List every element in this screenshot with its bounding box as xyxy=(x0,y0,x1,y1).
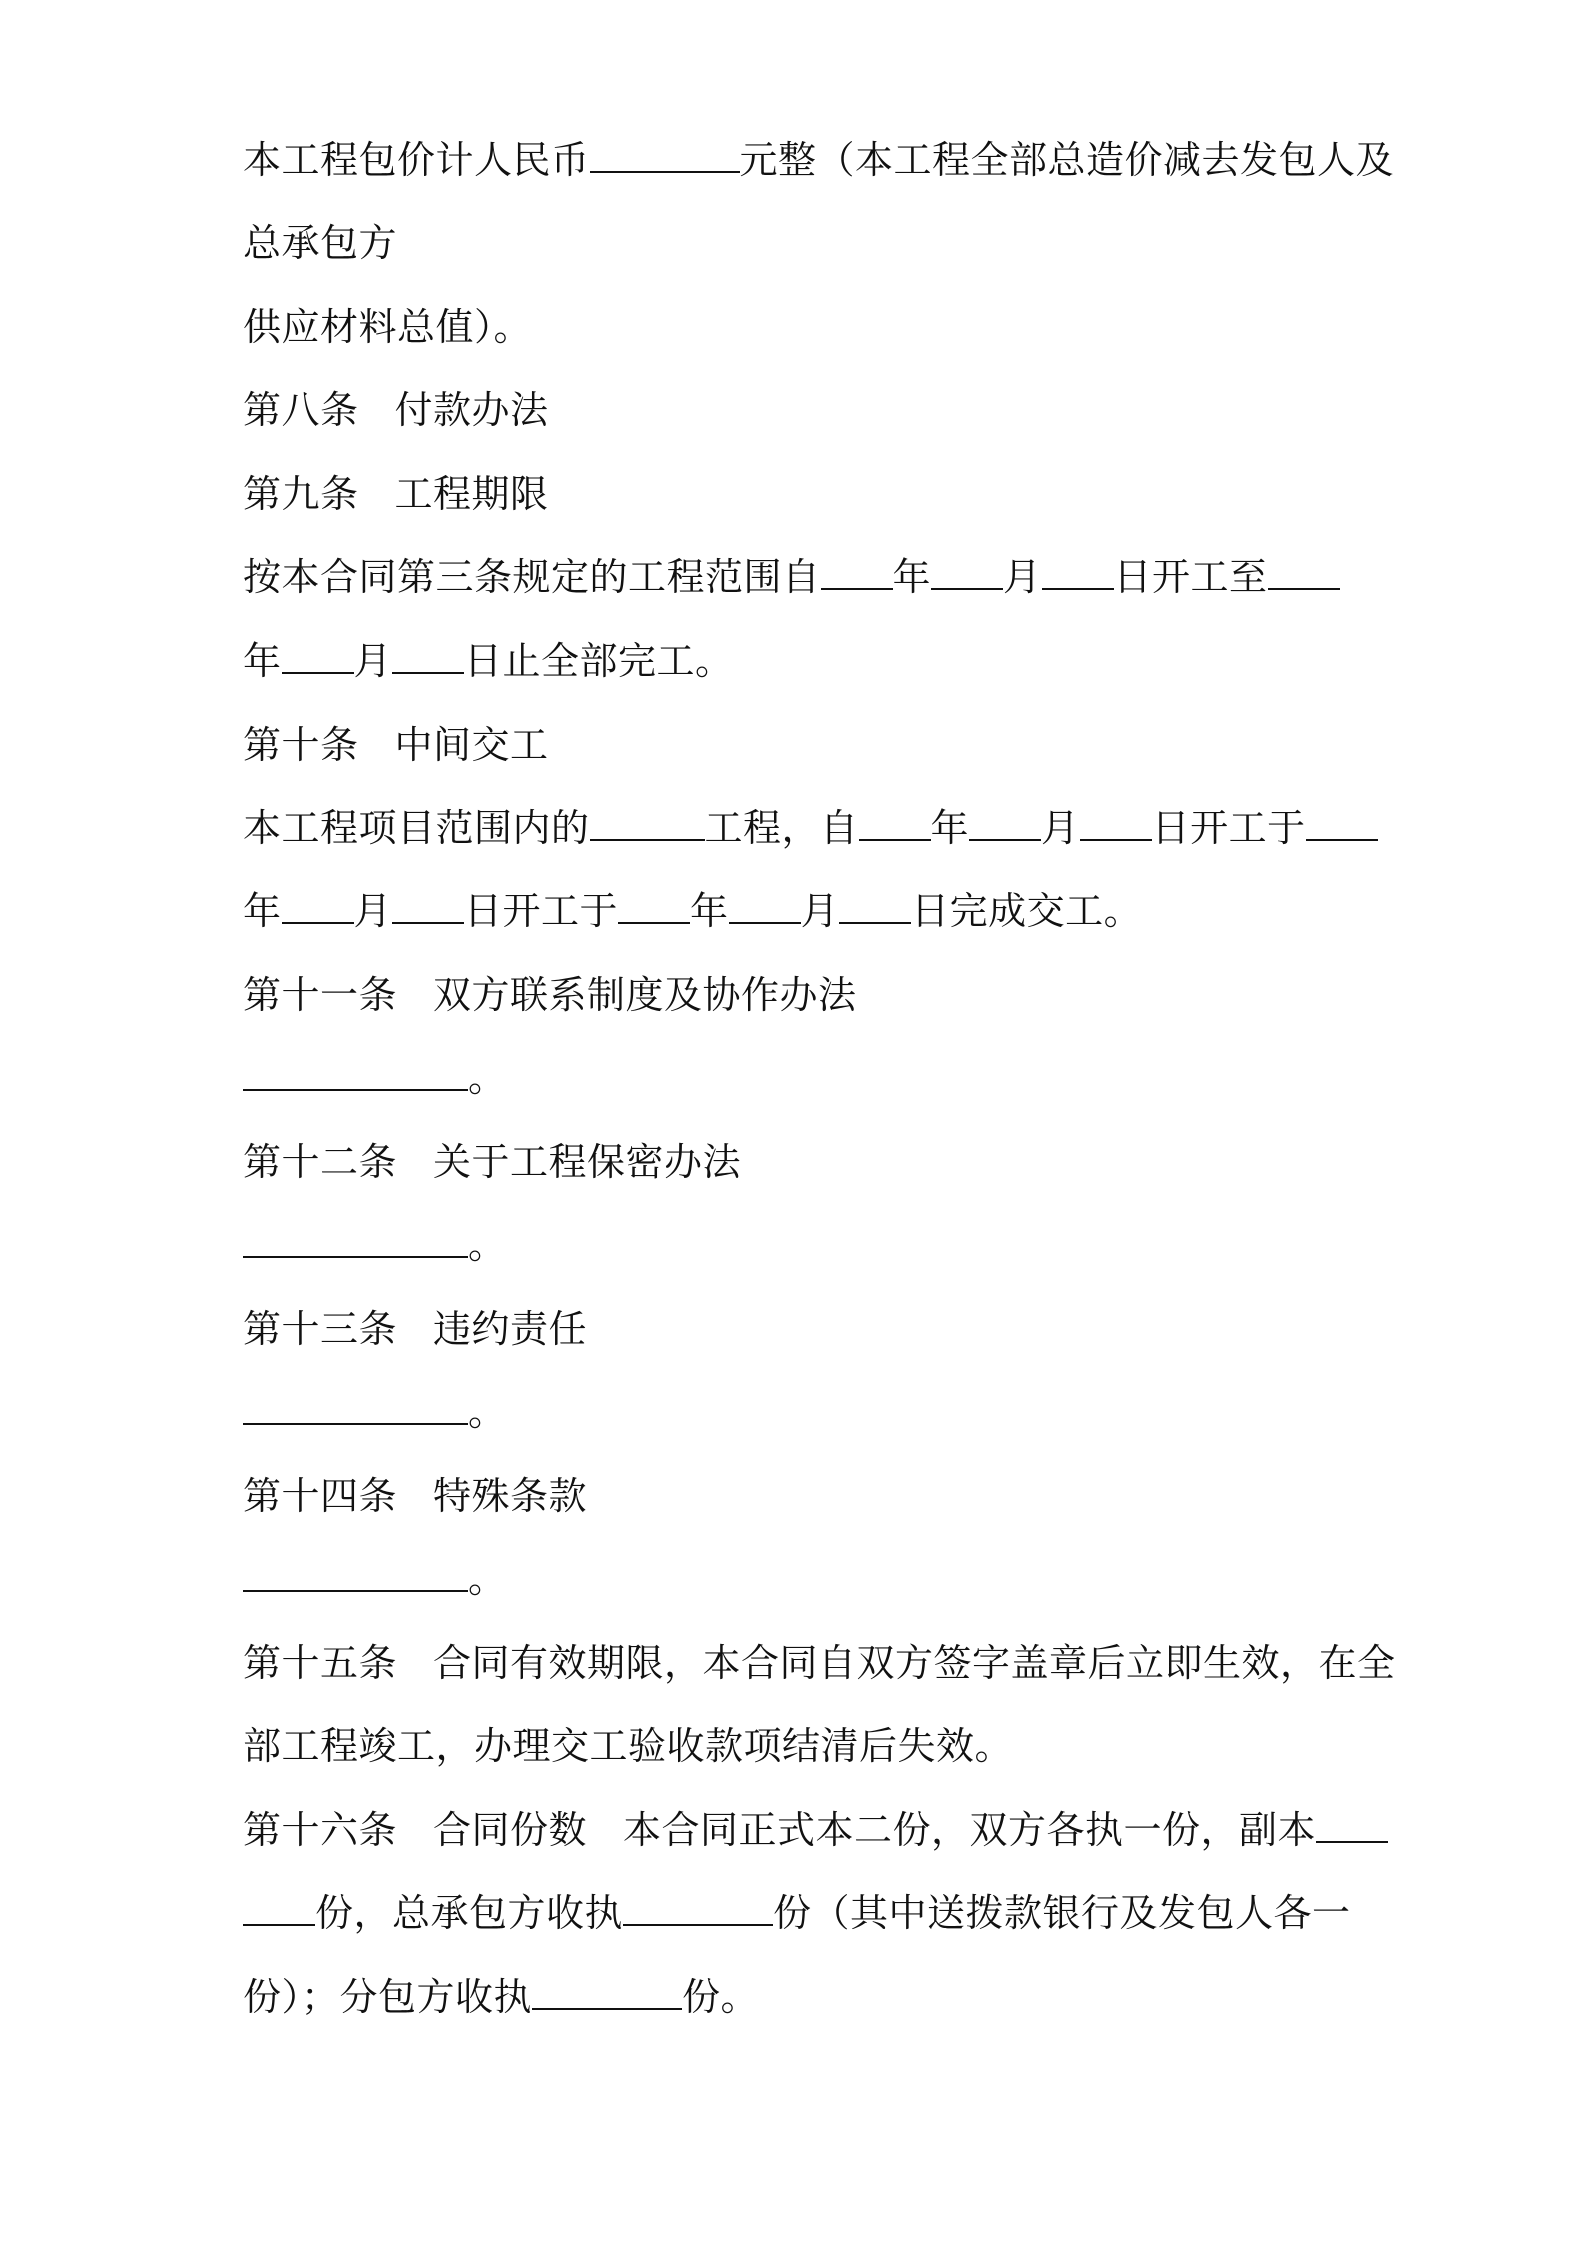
line-text: 违约责任 xyxy=(433,1307,588,1351)
line-text: 年 xyxy=(243,639,282,683)
fill-in-blank xyxy=(243,1554,468,1592)
line-text: 年 xyxy=(892,555,932,599)
document-line xyxy=(243,1304,587,1354)
fill-in-blank xyxy=(590,803,705,841)
document-line xyxy=(243,385,549,435)
line-text: 日完成交工。 xyxy=(911,889,1143,933)
line-text: 本工程项目范围内的 xyxy=(243,806,590,850)
line-text: 月 xyxy=(800,889,840,933)
line-text: 年 xyxy=(930,806,970,850)
document-line xyxy=(243,552,1340,602)
document-line xyxy=(243,302,532,352)
line-text: 第十四条 xyxy=(243,1474,398,1518)
line-text: 份（其中送拨款银行及发包人各一 xyxy=(773,1891,1351,1935)
line-text: 。 xyxy=(468,1223,507,1267)
line-text: 日开工于 xyxy=(464,889,619,933)
fill-in-blank xyxy=(392,886,464,924)
fill-in-blank xyxy=(1306,803,1378,841)
fill-in-blank xyxy=(243,1053,468,1091)
document-line xyxy=(243,1805,1388,1855)
line-text: 中间交工 xyxy=(394,723,549,767)
line-text: 付款办法 xyxy=(394,388,549,432)
line-text: 第十三条 xyxy=(243,1307,398,1351)
line-text: 元整（本工程全部总造价减去发包人及 xyxy=(739,138,1395,182)
line-text: 份，总承包方收执 xyxy=(315,1891,624,1935)
line-text: 部工程竣工，办理交工验收款项结清后失效。 xyxy=(243,1724,1014,1768)
line-text: 月 xyxy=(353,889,393,933)
line-text: 合同份数 xyxy=(433,1808,588,1852)
fill-in-blank xyxy=(243,1220,468,1258)
line-text: 月 xyxy=(1003,555,1042,599)
line-text: 年 xyxy=(690,889,729,933)
document-line xyxy=(243,1638,1396,1688)
document-line xyxy=(243,970,857,1020)
document-line xyxy=(243,1721,1013,1771)
line-text: 第九条 xyxy=(243,472,359,516)
fill-in-blank xyxy=(590,135,740,173)
document-line xyxy=(243,1387,507,1437)
line-text: 本工程包价计人民币 xyxy=(243,138,590,182)
fill-in-blank xyxy=(969,803,1041,841)
fill-in-blank xyxy=(1042,552,1114,590)
line-text: 月 xyxy=(1041,806,1080,850)
line-text: 日开工至 xyxy=(1113,555,1268,599)
line-text: 工程期限 xyxy=(394,472,549,516)
line-text: 第八条 xyxy=(243,388,359,432)
line-text: 年 xyxy=(243,889,282,933)
line-text: 。 xyxy=(468,1390,507,1434)
document-line xyxy=(243,1053,507,1103)
line-text: 关于工程保密办法 xyxy=(433,1140,742,1184)
document-line xyxy=(243,1972,759,2022)
fill-in-blank xyxy=(1080,803,1152,841)
document-line xyxy=(243,1471,587,1521)
fill-in-blank xyxy=(931,552,1003,590)
line-text: 第十二条 xyxy=(243,1140,398,1184)
line-text: 日开工于 xyxy=(1151,806,1306,850)
document-line xyxy=(243,135,1394,185)
line-text: 特殊条款 xyxy=(433,1474,588,1518)
line-text: 份）；分包方收执 xyxy=(243,1975,533,2019)
document-line xyxy=(243,886,1142,936)
document-line xyxy=(243,720,549,770)
line-text: 第十六条 xyxy=(243,1808,398,1852)
line-text: 双方联系制度及协作办法 xyxy=(433,973,857,1017)
line-text: 按本合同第三条规定的工程范围自 xyxy=(243,555,821,599)
fill-in-blank xyxy=(392,636,464,674)
line-text: 合同有效期限，本合同自双方签字盖章后立即生效，在全 xyxy=(433,1641,1396,1685)
document-line xyxy=(243,1554,507,1604)
line-text: 供应材料总值）。 xyxy=(243,305,533,349)
fill-in-blank xyxy=(729,886,801,924)
line-text: 第十一条 xyxy=(243,973,398,1017)
document-line xyxy=(243,803,1378,853)
line-text: 总承包方 xyxy=(243,221,398,265)
line-text: 第十条 xyxy=(243,723,359,767)
line-text: 月 xyxy=(353,639,393,683)
fill-in-blank xyxy=(839,886,911,924)
line-text: 日止全部完工。 xyxy=(464,639,734,683)
document-line xyxy=(243,1137,741,1187)
document-line xyxy=(243,636,734,686)
fill-in-blank xyxy=(282,636,354,674)
document-line xyxy=(243,1220,507,1270)
fill-in-blank xyxy=(821,552,893,590)
line-text: 。 xyxy=(468,1557,507,1601)
fill-in-blank xyxy=(282,886,354,924)
fill-in-blank xyxy=(243,1888,315,1926)
line-text: 份。 xyxy=(682,1975,760,2019)
document-line xyxy=(243,1888,1351,1938)
fill-in-blank xyxy=(243,1387,468,1425)
document-line xyxy=(243,218,397,268)
fill-in-blank xyxy=(623,1888,773,1926)
fill-in-blank xyxy=(1268,552,1340,590)
line-text: 工程，自 xyxy=(704,806,859,850)
fill-in-blank xyxy=(859,803,931,841)
line-text: 第十五条 xyxy=(243,1641,398,1685)
fill-in-blank xyxy=(1316,1805,1388,1843)
line-text: 本合同正式本二份，双方各执一份，副本 xyxy=(623,1808,1317,1852)
line-text: 。 xyxy=(468,1056,507,1100)
document-line xyxy=(243,469,549,519)
fill-in-blank xyxy=(532,1972,682,2010)
fill-in-blank xyxy=(618,886,690,924)
